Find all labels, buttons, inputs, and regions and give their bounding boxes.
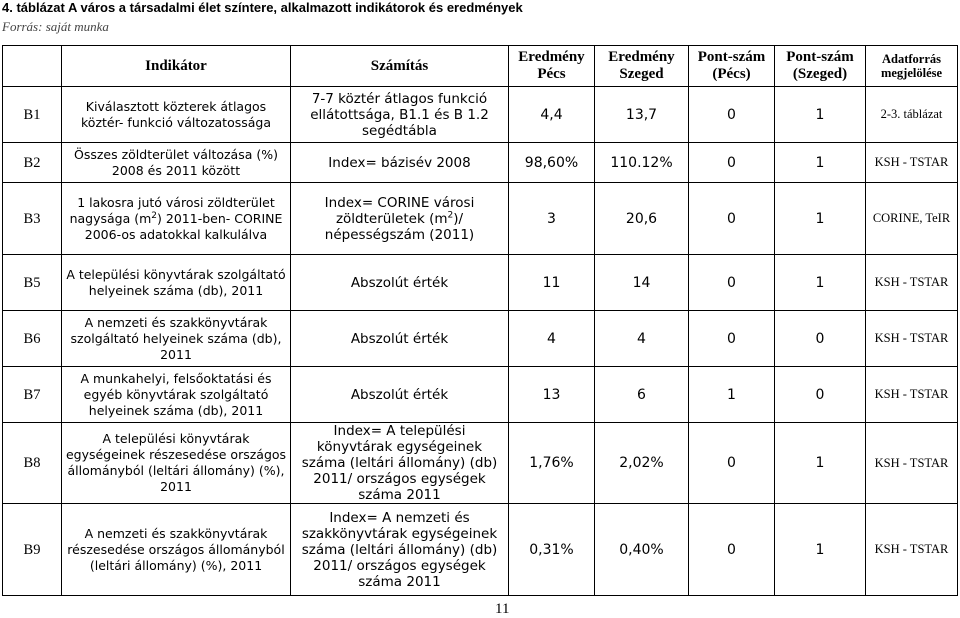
row-points-pecs: 0 — [689, 143, 775, 183]
row-data-source: KSH - TSTAR — [866, 311, 958, 367]
indicator-table — [2, 45, 958, 596]
row-points-pecs: 0 — [689, 87, 775, 143]
header-indicator: Indikátor — [62, 46, 291, 87]
row-indicator: A nemzeti és szakkönyvtárak szolgáltató helyeinek száma (db), 2011 — [62, 311, 291, 367]
row-data-source: KSH - TSTAR — [866, 143, 958, 183]
row-indicator — [62, 183, 291, 255]
row-data-source: CORINE, TeIR — [866, 183, 958, 255]
superscript: 2 — [151, 210, 158, 221]
row-calculation: 7-7 köztér átlagos funkció ellátottsága, B1.1 és B 1.2 segédtábla — [291, 87, 509, 143]
row-data-source: KSH - TSTAR — [866, 367, 958, 423]
row-points-pecs: 0 — [689, 311, 775, 367]
row-data-source: KSH - TSTAR — [866, 423, 958, 504]
row-code: B5 — [3, 255, 62, 311]
row-points-pecs: 0 — [689, 255, 775, 311]
header-points-szeged: Pont-szám (Szeged) — [775, 46, 866, 87]
header-data-source: Adatforrás megjelölése — [866, 46, 958, 87]
row-result-pecs: 0,31% — [509, 504, 595, 596]
row-result-szeged: 13,7 — [595, 87, 689, 143]
table-caption: 4. táblázat A város a társadalmi élet színtere, alkalmazott indikátorok és eredmények — [2, 0, 523, 15]
calc-text-start: Index= CORINE városi zöldterületek (m — [324, 194, 475, 227]
row-result-pecs: 98,60% — [509, 143, 595, 183]
row-calculation — [291, 183, 509, 255]
header-result-szeged: Eredmény Szeged — [595, 46, 689, 87]
row-indicator: A munkahelyi, felsőoktatási és egyéb könyvtárak szolgáltató helyeinek száma (db), 2011 — [62, 367, 291, 423]
header-code — [3, 46, 62, 87]
row-points-szeged: 1 — [775, 423, 866, 504]
row-calculation: Index= A nemzeti és szakkönyvtárak egységeinek száma (leltári állomány) (db) 2011/ országos egységek száma 2011 — [291, 504, 509, 596]
table-row — [3, 311, 958, 367]
row-data-source: 2-3. táblázat — [866, 87, 958, 143]
row-result-pecs: 13 — [509, 367, 595, 423]
page-number: 11 — [495, 601, 510, 617]
superscript: 2 — [447, 210, 454, 220]
row-result-szeged: 14 — [595, 255, 689, 311]
row-points-szeged: 1 — [775, 87, 866, 143]
row-result-szeged: 2,02% — [595, 423, 689, 504]
row-result-szeged: 110.12% — [595, 143, 689, 183]
row-result-szeged: 6 — [595, 367, 689, 423]
row-points-szeged: 0 — [775, 367, 866, 423]
header-row — [3, 46, 958, 87]
row-calculation: Index= A települési könyvtárak egységeinek száma (leltári állomány) (db) 2011/ országos egységek száma 2011 — [291, 423, 509, 504]
row-points-pecs: 1 — [689, 367, 775, 423]
row-result-szeged: 20,6 — [595, 183, 689, 255]
row-code: B1 — [3, 87, 62, 143]
row-result-szeged: 4 — [595, 311, 689, 367]
indicator-text-start: 1 lakosra jutó városi zöldterület nagysága (m — [69, 194, 275, 226]
row-code: B9 — [3, 504, 62, 596]
row-code: B7 — [3, 367, 62, 423]
table-source: Forrás: saját munka — [2, 19, 109, 34]
row-points-szeged: 1 — [775, 504, 866, 596]
row-result-szeged: 0,40% — [595, 504, 689, 596]
row-points-szeged: 1 — [775, 183, 866, 255]
row-result-pecs: 4,4 — [509, 87, 595, 143]
row-points-szeged: 1 — [775, 143, 866, 183]
table-row — [3, 367, 958, 423]
row-result-pecs: 1,76% — [509, 423, 595, 504]
row-indicator: A nemzeti és szakkönyvtárak részesedése országos állományból (leltári állomány) (%), 2011 — [62, 504, 291, 596]
indicator-text-end: ) 2011-ben- CORINE 2006-os adatokkal kalkulálva — [84, 210, 283, 242]
table-row — [3, 87, 958, 143]
row-code: B6 — [3, 311, 62, 367]
row-indicator: A települési könyvtárak egységeinek részesedése országos állományból (leltári állomány) (%), 2011 — [62, 423, 291, 504]
row-indicator: Összes zöldterület változása (%) 2008 és 2011 között — [62, 143, 291, 183]
table-row — [3, 183, 958, 255]
row-code: B8 — [3, 423, 62, 504]
calc-text-end: )/ népességszám (2011) — [324, 210, 475, 243]
header-points-pecs: Pont-szám (Pécs) — [689, 46, 775, 87]
row-points-pecs: 0 — [689, 183, 775, 255]
header-calc: Számítás — [291, 46, 509, 87]
row-points-szeged: 0 — [775, 311, 866, 367]
row-data-source: KSH - TSTAR — [866, 504, 958, 596]
row-indicator: A települési könyvtárak szolgáltató helyeinek száma (db), 2011 — [62, 255, 291, 311]
row-code: B3 — [3, 183, 62, 255]
table-row — [3, 423, 958, 504]
table-row — [3, 143, 958, 183]
row-calculation: Abszolút érték — [291, 367, 509, 423]
row-calculation: Abszolút érték — [291, 255, 509, 311]
row-result-pecs: 11 — [509, 255, 595, 311]
row-data-source: KSH - TSTAR — [866, 255, 958, 311]
row-calculation: Index= bázisév 2008 — [291, 143, 509, 183]
row-result-pecs: 4 — [509, 311, 595, 367]
table-row — [3, 255, 958, 311]
table-row — [3, 504, 958, 596]
row-points-szeged: 1 — [775, 255, 866, 311]
row-points-pecs: 0 — [689, 504, 775, 596]
row-result-pecs: 3 — [509, 183, 595, 255]
row-code: B2 — [3, 143, 62, 183]
row-points-pecs: 0 — [689, 423, 775, 504]
row-calculation: Abszolút érték — [291, 311, 509, 367]
header-result-pecs: Eredmény Pécs — [509, 46, 595, 87]
row-indicator: Kiválasztott közterek átlagos köztér- funkció változatossága — [62, 87, 291, 143]
